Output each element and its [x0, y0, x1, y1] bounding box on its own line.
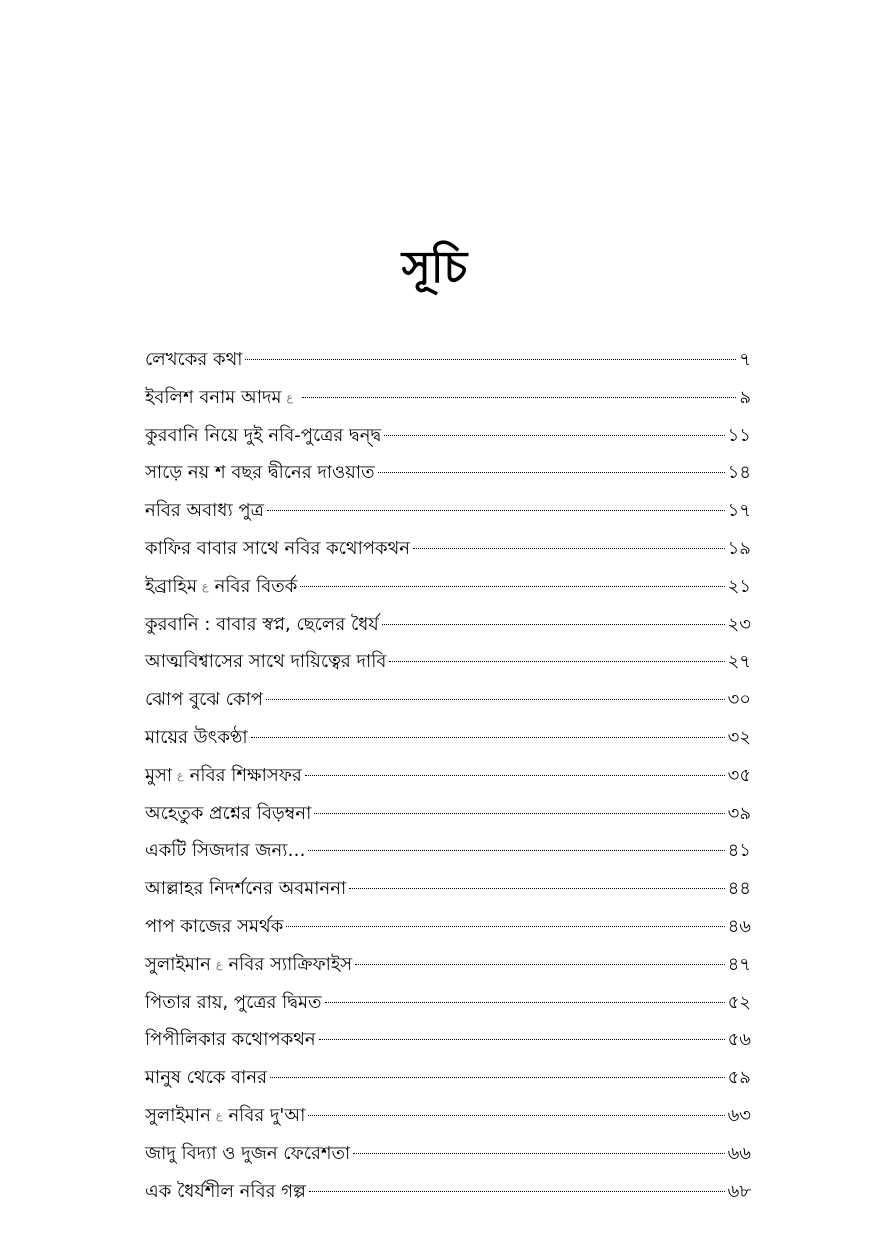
dot-leader — [349, 888, 724, 889]
dot-leader — [413, 548, 725, 549]
toc-entry-title — [145, 1139, 350, 1170]
toc-entry-title — [145, 610, 379, 641]
toc-entry-title-text: মুসা — [145, 764, 173, 786]
toc-entry — [145, 988, 751, 1026]
toc-entry-title-text: পিপীলিকার কথোপকথন — [145, 1029, 316, 1051]
toc-entry-title — [145, 1177, 306, 1208]
toc-entry-title — [145, 874, 346, 905]
toc-entry-page-number: ৩৫ — [727, 764, 751, 786]
toc-entry — [145, 761, 751, 799]
toc-entry — [145, 685, 751, 723]
toc-entry-title — [145, 988, 322, 1019]
toc-entry-title-text: ইব্রাহিম — [145, 575, 197, 597]
page-title: সূচি — [401, 242, 468, 293]
toc-entry — [145, 1063, 751, 1101]
dot-leader — [314, 813, 724, 814]
toc-entry — [145, 1139, 751, 1177]
dot-leader — [384, 435, 724, 436]
toc-entry-title-text: ইবলিশ বনাম আদম — [145, 386, 282, 408]
toc-entry-page-number: ৬৬ — [727, 1142, 751, 1164]
toc-entry-page-number: ৫৬ — [727, 1029, 751, 1051]
toc-entry-title — [145, 345, 242, 376]
toc-entry-page-number: ৪৬ — [727, 915, 751, 937]
toc-entry — [145, 647, 751, 685]
toc-entry-page-number: ৭ — [739, 349, 751, 370]
toc-entry-title-text: সুলাইমান — [145, 953, 211, 975]
toc-entry-page-number: ২৩ — [727, 613, 751, 635]
toc-entry-title-text: একটি সিজদার জন্য… — [145, 840, 306, 862]
toc-entry-page-number: ২৭ — [727, 651, 751, 673]
dot-leader — [309, 1191, 725, 1192]
toc-entry-page-number: ৬৩ — [727, 1104, 751, 1126]
toc-entry-title-text: মায়ের উৎকণ্ঠা — [145, 726, 248, 748]
toc-entry-title — [145, 685, 263, 716]
dot-leader — [305, 775, 725, 776]
dot-leader — [382, 624, 725, 625]
toc-entry-page-number: ১৭ — [727, 500, 751, 522]
toc-entry — [145, 874, 751, 912]
toc-entry-title-text: ঝোপ বুঝে কোপ — [145, 689, 264, 711]
toc-entry-title — [145, 534, 410, 565]
dot-leader — [353, 1153, 724, 1154]
toc-entry-page-number: ৬৮ — [727, 1180, 751, 1202]
toc-entry-title-suffix: নবির দু'আ — [228, 1104, 306, 1126]
toc-entry-title-suffix: নবির স্যাক্রিফাইস — [228, 953, 353, 975]
toc-entry — [145, 345, 751, 383]
alaihis-salam-icon: ع — [202, 579, 209, 593]
toc-entry-title — [145, 1101, 305, 1132]
dot-leader — [266, 699, 725, 700]
toc-entry-title — [145, 647, 386, 678]
toc-entry-page-number: ৪৭ — [727, 953, 751, 975]
toc-entry — [145, 723, 751, 761]
toc-entry-title-text: আত্মবিশ্বাসের সাথে দায়িত্বের দাবি — [145, 651, 387, 673]
toc-entry — [145, 610, 751, 648]
dot-leader — [245, 359, 736, 360]
toc-entry-title-text: সুলাইমান — [145, 1104, 211, 1126]
toc-entry-title-text: জাদু বিদ্যা ও দুজন ফেরেশতা — [145, 1142, 351, 1164]
toc-entry-page-number: ৩২ — [727, 726, 751, 748]
alaihis-salam-icon: ع — [286, 390, 294, 404]
toc-entry — [145, 912, 751, 950]
toc-entry-title — [145, 496, 264, 527]
toc-entry-title — [145, 383, 299, 414]
dot-leader — [319, 1039, 725, 1040]
dot-leader — [302, 397, 736, 398]
toc-entry — [145, 496, 751, 534]
toc-entry-page-number: ৩৯ — [727, 802, 751, 824]
toc-entry-title — [145, 1025, 316, 1056]
dot-leader — [355, 964, 724, 965]
toc-entry — [145, 458, 751, 496]
dot-leader — [300, 586, 724, 587]
toc-entry-title — [145, 950, 352, 981]
dot-leader — [308, 850, 724, 851]
toc-entry — [145, 836, 751, 874]
table-of-contents — [145, 345, 751, 1214]
toc-entry-title-suffix: নবির শিক্ষাসফর — [189, 764, 302, 786]
dot-leader — [286, 926, 724, 927]
toc-entry — [145, 799, 751, 837]
toc-entry-page-number: ১৯ — [727, 537, 751, 559]
toc-entry-title — [145, 723, 248, 754]
toc-entry-page-number: ৪১ — [727, 840, 751, 862]
toc-entry-title-text: কাফির বাবার সাথে নবির কথোপকথন — [145, 537, 411, 559]
toc-entry-title-text: কুরবানি : বাবার স্বপ্ন, ছেলের ধৈর্য — [145, 613, 379, 635]
toc-entry-title — [145, 761, 302, 792]
toc-entry-title-text: লেখকের কথা — [145, 349, 243, 370]
toc-entry — [145, 534, 751, 572]
toc-entry-page-number: ৫৯ — [727, 1067, 751, 1089]
toc-entry — [145, 421, 751, 459]
dot-leader — [251, 737, 725, 738]
toc-entry-page-number: ৯ — [739, 386, 751, 408]
toc-entry-title — [145, 912, 283, 943]
toc-entry-title-text: পাপ কাজের সমর্থক — [145, 915, 284, 937]
toc-entry-title-text: এক ধৈর্যশীল নবির গল্প — [145, 1180, 306, 1202]
toc-entry-page-number: ৪৪ — [727, 878, 751, 900]
alaihis-salam-icon: ع — [215, 1108, 223, 1122]
alaihis-salam-icon: ع — [177, 768, 184, 782]
toc-entry-title-text: আল্লাহর নিদর্শনের অবমাননা — [145, 878, 347, 900]
toc-entry-title — [145, 572, 297, 603]
dot-leader — [308, 1115, 724, 1116]
toc-entry-title-text: নবির অবাধ্য পুত্র — [145, 500, 264, 522]
toc-entry-title — [145, 836, 305, 867]
toc-entry-title — [145, 458, 375, 489]
toc-entry — [145, 383, 751, 421]
dot-leader — [267, 510, 725, 511]
toc-entry-title-text: মানুষ থেকে বানর — [145, 1067, 267, 1089]
toc-entry — [145, 950, 751, 988]
toc-entry — [145, 572, 751, 610]
dot-leader — [389, 661, 724, 662]
toc-entry-title-text: পিতার রায়, পুত্রের দ্বিমত — [145, 991, 322, 1013]
dot-leader — [325, 1002, 725, 1003]
toc-entry-page-number: ৩০ — [727, 689, 751, 711]
toc-entry — [145, 1101, 751, 1139]
toc-entry-title-text: সাড়ে নয় শ বছর দ্বীনের দাওয়াত — [145, 462, 375, 484]
toc-entry-title-text: কুরবানি নিয়ে দুই নবি-পুত্রের দ্বন্দ্ব — [145, 424, 382, 446]
dot-leader — [270, 1077, 725, 1078]
toc-entry-page-number: ৫২ — [727, 991, 751, 1013]
toc-entry-title-suffix: নবির বিতর্ক — [214, 575, 298, 597]
dot-leader — [378, 472, 725, 473]
toc-entry-title — [145, 421, 381, 452]
toc-entry-title-text: অহেতুক প্রশ্নের বিড়ম্বনা — [145, 802, 312, 824]
toc-entry — [145, 1177, 751, 1215]
alaihis-salam-icon: ع — [215, 957, 223, 971]
toc-entry-title — [145, 1063, 267, 1094]
toc-entry — [145, 1025, 751, 1063]
toc-entry-page-number: ১১ — [727, 424, 751, 446]
toc-entry-page-number: ১৪ — [727, 462, 751, 484]
toc-entry-title — [145, 799, 311, 830]
toc-entry-page-number: ২১ — [727, 575, 751, 597]
